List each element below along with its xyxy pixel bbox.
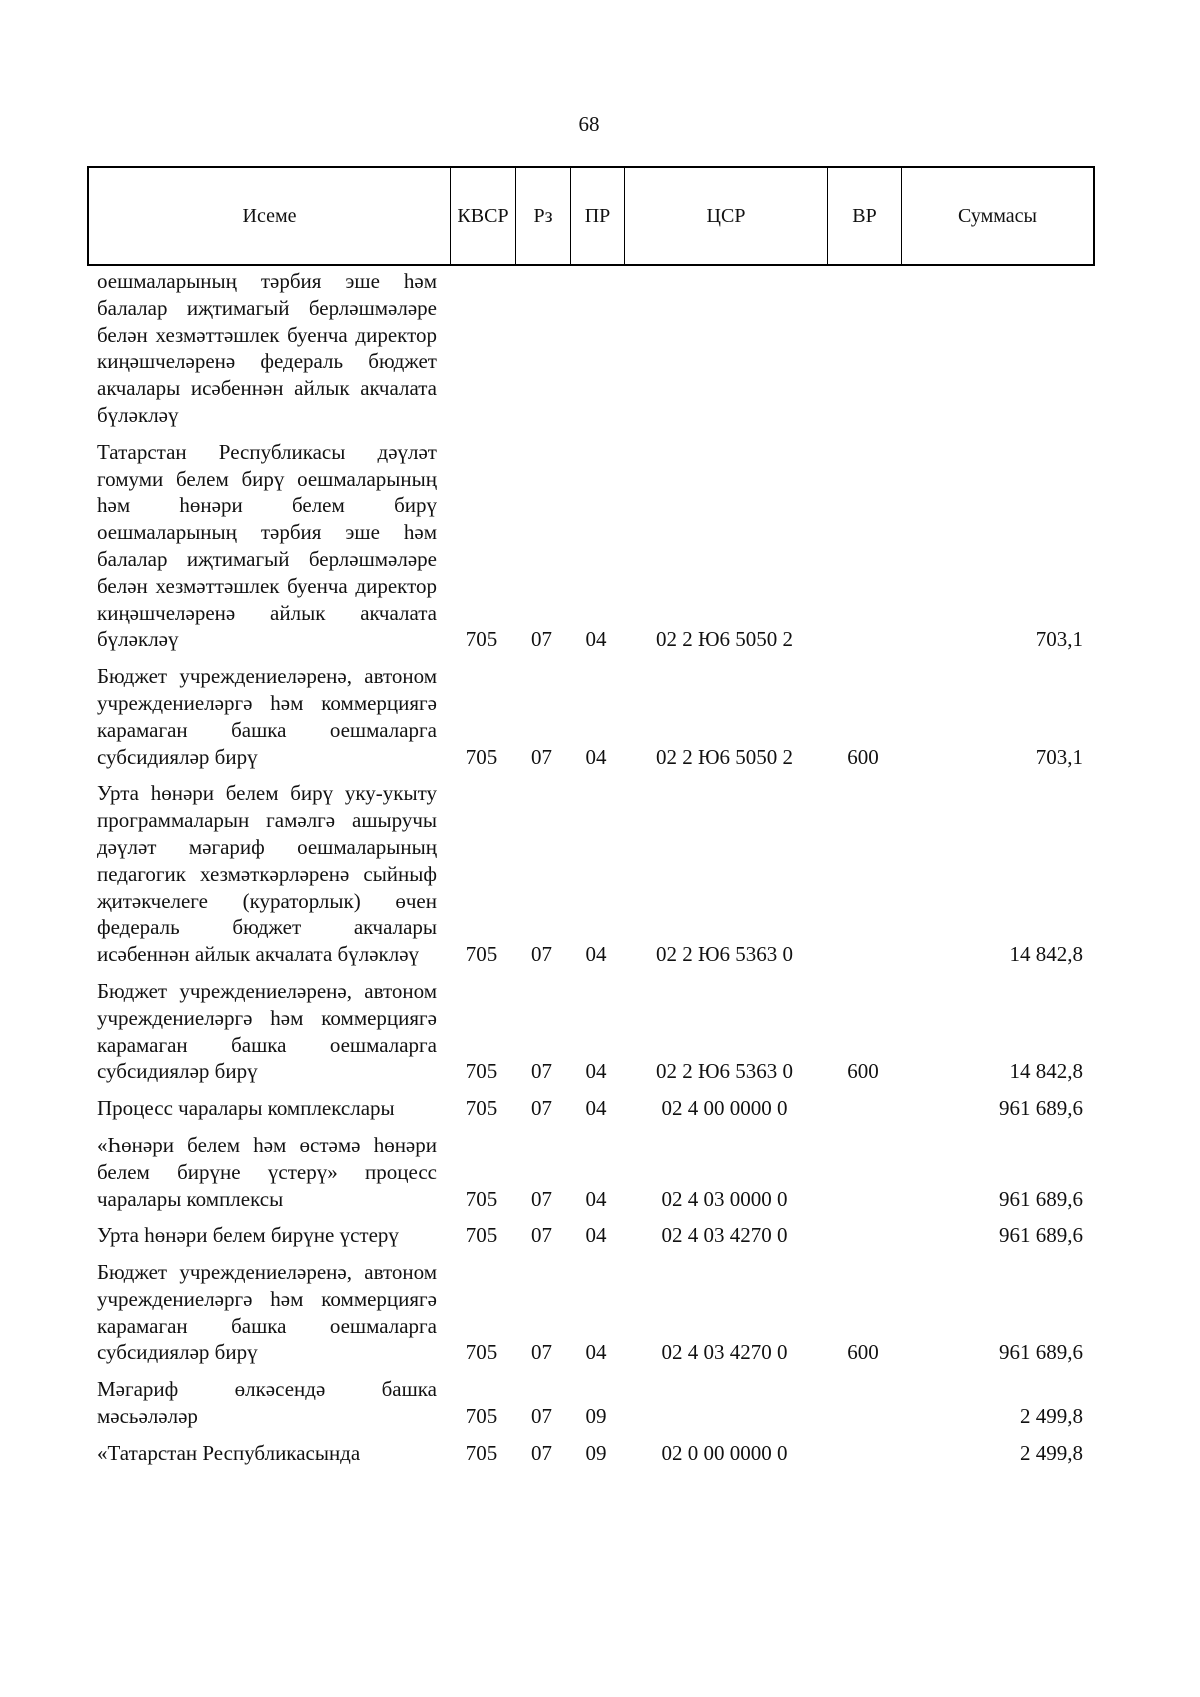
header-name: Исеме [89,168,451,264]
cell-vr [826,1222,900,1249]
cell-sum: 2 499,8 [1020,1440,1083,1465]
cell-kvsr: 705 [465,1096,498,1121]
cell-name: Мәгариф өлкәсендә башка мәсьәләләр [97,1377,437,1429]
cell-rz: 07 [531,1186,552,1211]
cell-vr [826,439,900,653]
cell-csr: 02 0 00 0000 0 [661,1440,788,1465]
cell-vr [826,1095,900,1122]
cell-rz [514,268,569,429]
cell-name: Урта һөнәри белем бирүне үстерү [97,1223,399,1248]
cell-rz: 07 [531,1404,552,1429]
cell-pr: 04 [585,1186,607,1211]
cell-csr: 02 4 03 4270 0 [661,1340,788,1365]
cell-csr [623,1376,826,1430]
cell-name: Бюджет учреждениеләренә, автоном учреждениеләргә һәм коммерциягә карамаган башка оешмаларга субсидияләр бирү [97,664,437,769]
cell-name: Бюджет учреждениеләренә, автоном учреждениеләргә һәм коммерциягә карамаган башка оешмаларга субсидияләр бирү [97,1260,437,1365]
table-row [87,1376,1095,1430]
cell-pr [569,268,623,429]
cell-sum: 961 689,6 [999,1223,1083,1248]
header-csr: ЦСР [625,168,828,264]
cell-kvsr: 705 [465,744,498,769]
cell-sum: 703,1 [1035,744,1083,769]
header-rz: Рз [516,168,571,264]
cell-rz: 07 [531,1096,552,1121]
cell-vr [826,1440,900,1467]
cell-vr: 600 [847,744,879,769]
table-row [87,1259,1095,1366]
table-row [87,1132,1095,1212]
table-row [87,1095,1095,1122]
cell-rz: 07 [531,1223,552,1248]
cell-name: «Татарстан Республикасында [97,1440,361,1465]
cell-rz: 07 [531,1440,552,1465]
cell-pr: 09 [585,1404,607,1429]
cell-vr [826,268,900,429]
cell-name: Татарстан Республикасы дәүләт гомуми белем бирү оешмаларының һәм һөнәри белем бирү оешмаларының тәрбия эше һәм балалар иҗтимагый берләшмәләре белән хезмәттәшлек буенча директор киңәшчеләренә айлык акчалата бүләкләү [97,439,437,652]
cell-kvsr [449,268,514,429]
table-row [87,439,1095,653]
cell-csr [623,268,826,429]
table-header [87,166,1095,266]
cell-vr [826,1376,900,1430]
cell-pr: 04 [585,627,607,652]
cell-csr: 02 2 Ю6 5363 0 [655,1059,794,1084]
cell-kvsr: 705 [465,1404,498,1429]
cell-sum: 14 842,8 [1009,942,1083,967]
cell-pr: 04 [585,744,607,769]
cell-csr: 02 4 03 4270 0 [661,1223,788,1248]
header-sum: Суммасы [958,204,1037,227]
cell-kvsr: 705 [465,1440,498,1465]
header-vr: ВР [828,168,902,264]
cell-name: Урта һөнәри белем бирү уку-укыту программаларын гамәлгә ашыручы дәүләт мәгариф оешмаларының педагогик хезмәткәрләренә сыйныф җитәкчелеге (кураторлык) өчен федераль бюджет акчалары исәбеннән айлык акчалата бүләкләү [97,781,437,967]
cell-kvsr: 705 [465,1186,498,1211]
cell-vr: 600 [847,1340,879,1365]
cell-sum: 2 499,8 [1020,1404,1083,1429]
cell-rz: 07 [531,1340,552,1365]
cell-sum: 961 689,6 [999,1186,1083,1211]
cell-rz: 07 [531,744,552,769]
cell-sum: 961 689,6 [999,1340,1083,1365]
cell-rz: 07 [531,627,552,652]
cell-sum: 14 842,8 [1009,1059,1083,1084]
cell-vr [826,1132,900,1212]
table-row [87,268,1095,429]
cell-csr: 02 2 Ю6 5363 0 [655,942,794,967]
cell-csr: 02 4 00 0000 0 [661,1096,788,1121]
cell-kvsr: 705 [465,1059,498,1084]
table-row [87,978,1095,1085]
cell-kvsr: 705 [465,627,498,652]
cell-pr: 04 [585,1340,607,1365]
cell-name: «Һөнәри белем һәм өстәмә һөнәри белем бирүне үстерү» процесс чаралары комплексы [97,1132,437,1211]
header-kvsr: КВСР [451,168,516,264]
cell-kvsr: 705 [465,942,498,967]
cell-sum: 961 689,6 [999,1096,1083,1121]
cell-pr: 04 [585,1223,607,1248]
cell-csr: 02 4 03 0000 0 [661,1186,788,1211]
table-row [87,1440,1095,1467]
cell-name: Бюджет учреждениеләренә, автоном учреждениеләргә һәм коммерциягә карамаган башка оешмаларга субсидияләр бирү [97,978,437,1084]
cell-csr: 02 2 Ю6 5050 2 [655,744,794,769]
cell-sum: 703,1 [1035,627,1083,652]
cell-csr: 02 2 Ю6 5050 2 [655,627,794,652]
cell-name: Процесс чаралары комплекслары [97,1096,395,1121]
cell-name: оешмаларының тәрбия эше һәм балалар иҗтимагый берләшмәләре белән хезмәттәшлек буенча директор киңәшчеләренә федераль бюджет акчалары исәбеннән айлык акчалата бүләкләү [97,269,437,427]
table-row [87,780,1095,968]
cell-rz: 07 [531,942,552,967]
header-pr: ПР [571,168,625,264]
cell-kvsr: 705 [465,1340,498,1365]
cell-vr: 600 [847,1059,879,1084]
cell-kvsr: 705 [465,1223,498,1248]
cell-sum [900,268,1091,429]
cell-pr: 04 [585,942,607,967]
cell-pr: 04 [585,1096,607,1121]
table-row [87,663,1095,770]
cell-pr: 09 [585,1440,607,1465]
table-body [87,268,1095,1477]
cell-rz: 07 [531,1059,552,1084]
page-number: 68 [578,112,600,136]
cell-vr [826,780,900,968]
table-row [87,1222,1095,1249]
cell-pr: 04 [585,1059,607,1084]
